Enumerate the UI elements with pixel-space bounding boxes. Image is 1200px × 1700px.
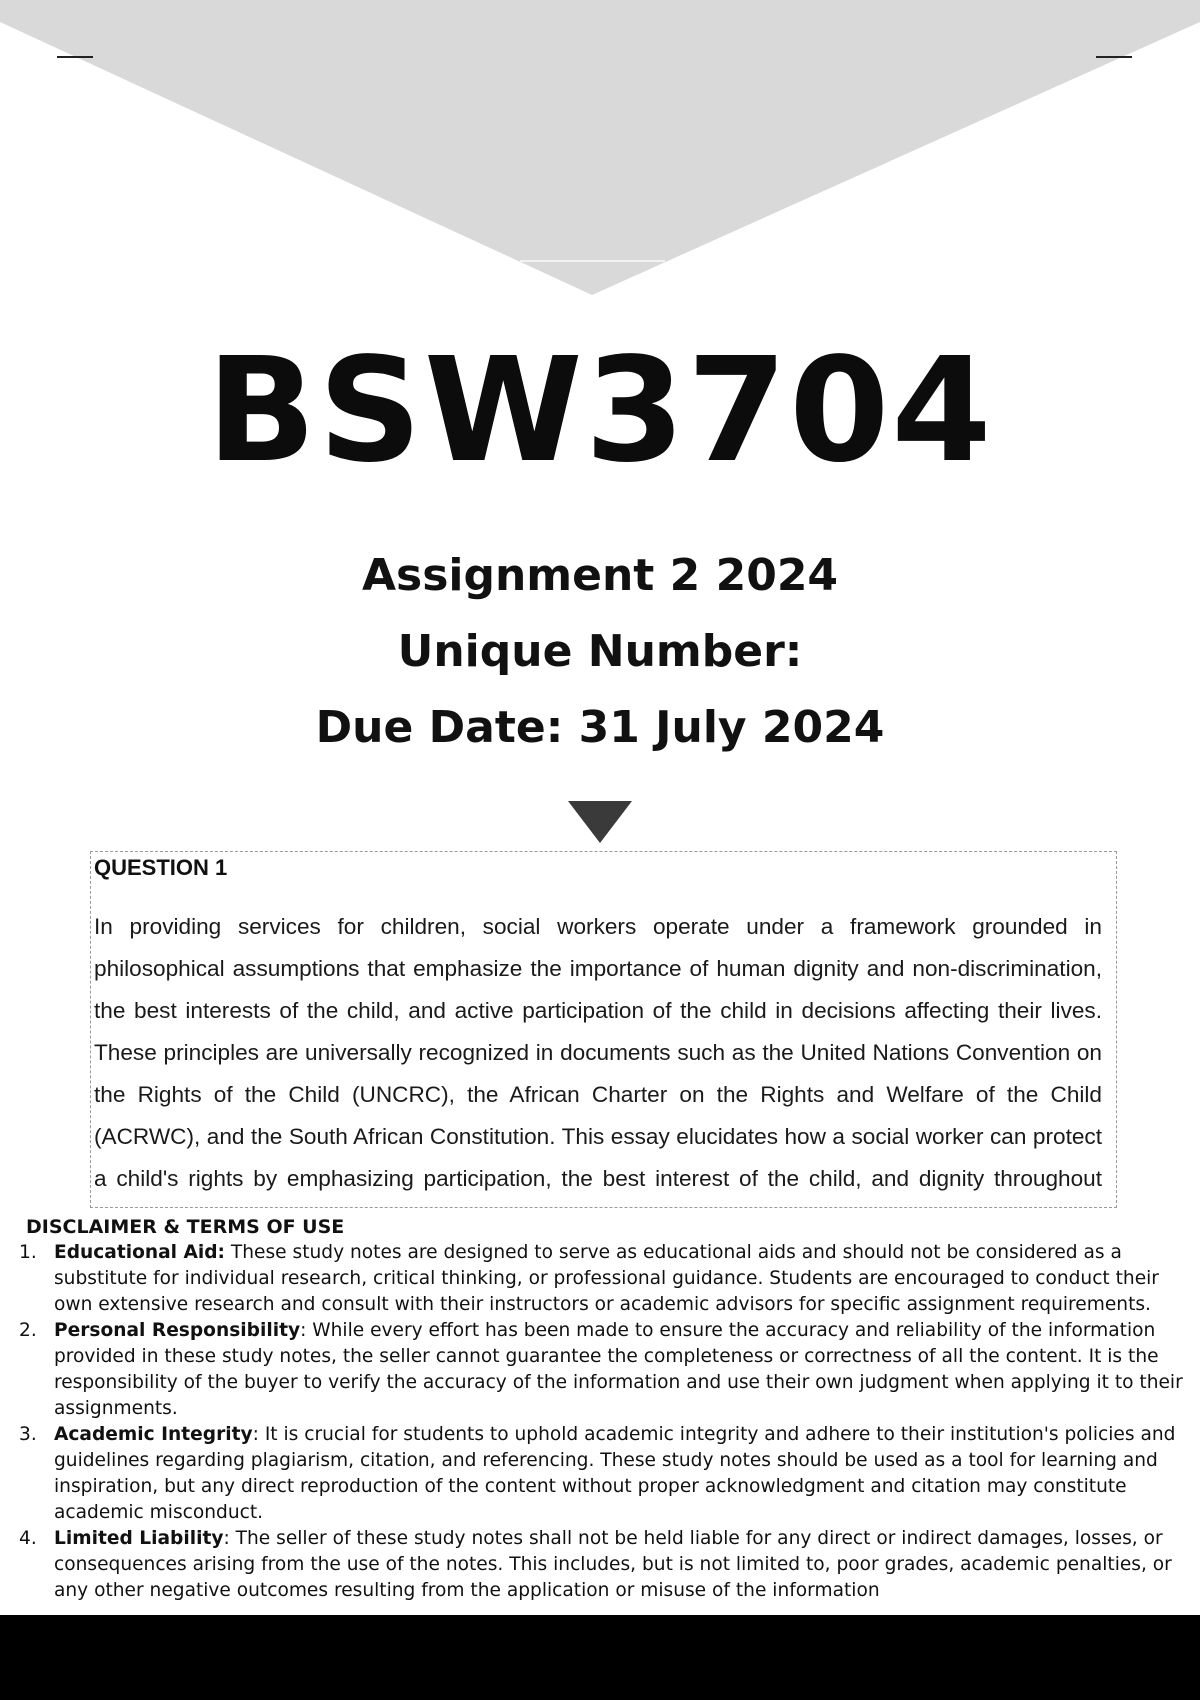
due-date: Due Date: 31 July 2024: [315, 702, 885, 753]
terms-item: [0, 1318, 1200, 1422]
terms-item-text: : While every effort has been made to ensure the accuracy and reliability of the information provided in these study notes, the seller cannot guarantee the completeness or correctness of all the content. It is the responsibility of the buyer to verify the accuracy of the information and use their own judgment when applying it to their assignments.: [54, 1320, 1183, 1419]
terms-item-number: 2.: [19, 1320, 37, 1341]
terms-item-number: 4.: [19, 1528, 37, 1549]
question-title: QUESTION 1: [94, 855, 228, 880]
terms-item-heading: Academic Integrity: [54, 1424, 253, 1445]
bottom-black-bar: [0, 1615, 1200, 1700]
terms-item-heading: Limited Liability: [54, 1528, 224, 1549]
terms-item-heading: Educational Aid:: [54, 1242, 225, 1263]
question-body: In providing services for children, social workers operate under a framework grounded in philosophical assumptions that emphasize the importance of human dignity and non-discrimination, the best interests of the child, and active participation of the child in decisions affecting their lives. These principles are universally recognized in documents such as the United Nations Convention on the Rights of the Child (UNCRC), the African Charter on the Rights and Welfare of the Child (ACRWC), and the South African Constitution. This essay elucidates how a social worker can protect a child's rights by emphasizing participation, the best interest of the child, and dignity throughout: [94, 914, 1102, 1191]
header-banner: [0, 0, 1200, 300]
corner-mark-right: [1096, 56, 1132, 58]
terms-item-number: 1.: [19, 1242, 37, 1263]
down-arrow-icon: [568, 801, 632, 843]
disclaimer-section: [0, 1213, 1200, 1615]
terms-item-text: : It is crucial for students to uphold academic integrity and adhere to their institution's policies and guidelines regarding plagiarism, citation, and referencing. These study notes should be used as a tool for learning and inspiration, but any direct reproduction of the content without proper acknowledgment and citation may constitute academic misconduct.: [54, 1424, 1176, 1523]
terms-list: [0, 1240, 1200, 1604]
terms-item-text: These study notes are designed to serve as educational aids and should not be considered as a substitute for individual research, critical thinking, or professional guidance. Students are encouraged to conduct their own extensive research and consult with their instructors or academic advisors for specific assignment requirements.: [54, 1242, 1159, 1315]
banner-chevron: [0, 0, 1200, 295]
corner-mark-left: [57, 56, 93, 58]
terms-item: [0, 1240, 1200, 1318]
unique-number: Unique Number:: [397, 626, 803, 677]
assignment-title: Assignment 2 2024: [361, 550, 839, 601]
terms-item-heading: Personal Responsibility: [54, 1320, 301, 1341]
question-preview-box: [90, 851, 1117, 1208]
terms-item: [0, 1422, 1200, 1526]
disclaimer-title: DISCLAIMER & TERMS OF USE: [26, 1216, 345, 1238]
course-code: BSW3704: [206, 326, 994, 494]
terms-item-text: : The seller of these study notes shall not be held liable for any direct or indirect damages, losses, or consequences arising from the use of the notes. This includes, but is not limited to, poor grades, academic penalties, or any other negative outcomes resulting from the application or misuse of the information: [54, 1528, 1172, 1601]
terms-item: [0, 1526, 1200, 1604]
terms-item-number: 3.: [19, 1424, 37, 1445]
